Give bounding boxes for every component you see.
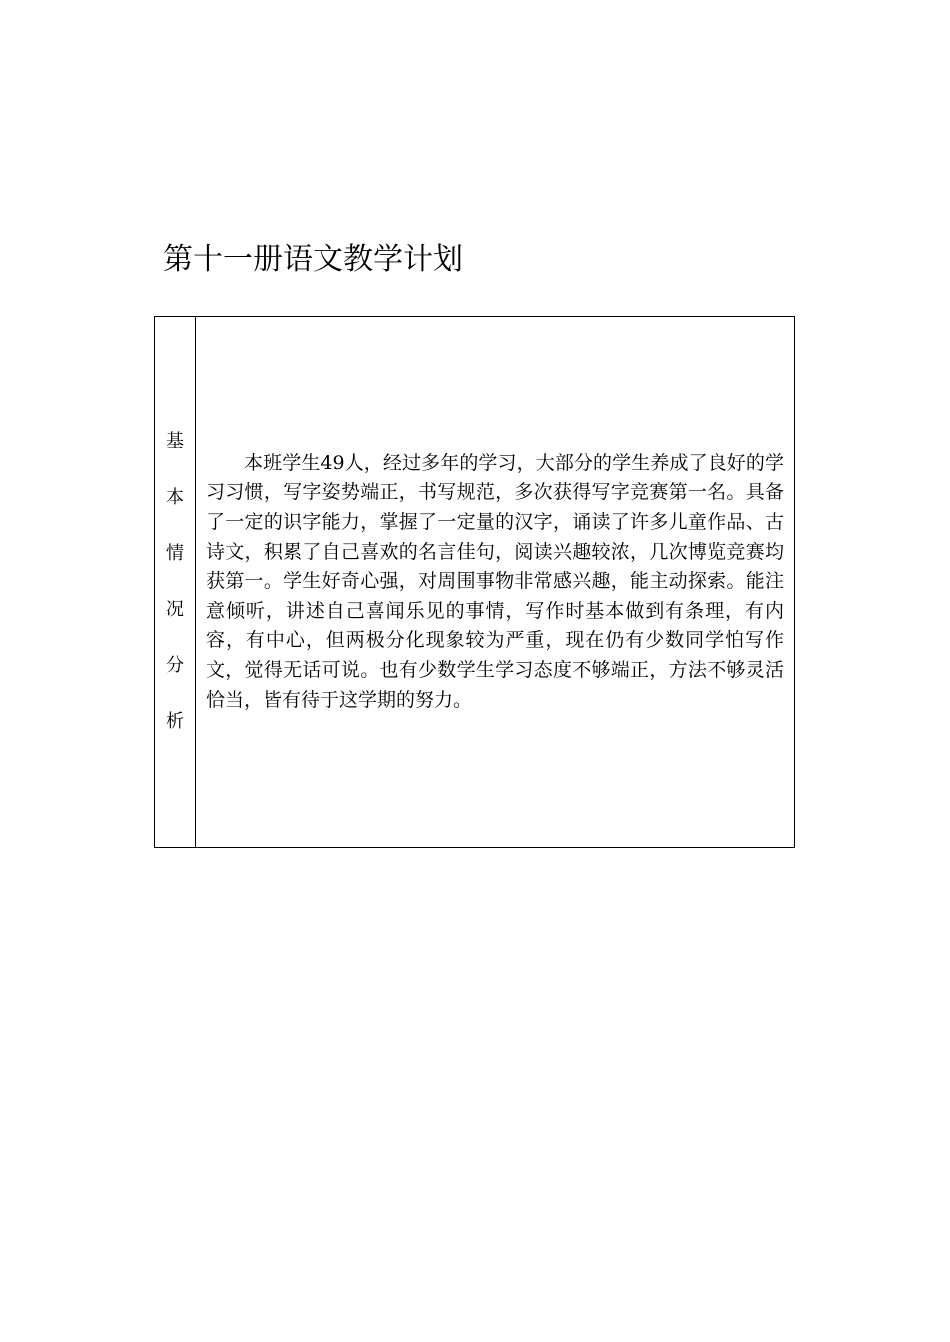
row-label-char: 情 xyxy=(166,543,184,564)
analysis-table xyxy=(154,316,795,848)
document-title: 第十一册语文教学计划 xyxy=(163,242,463,277)
row-label-char: 基 xyxy=(166,431,184,452)
row-label-cell xyxy=(155,317,196,847)
row-label-char: 析 xyxy=(166,711,184,732)
situation-analysis-text: 本班学生49人，经过多年的学习，大部分的学生养成了良好的学习习惯，写字姿势端正，书写规范，多次获得写字竞赛第一名。具备了一定的识字能力，掌握了一定量的汉字，诵读了许多儿童作品、古诗文，积累了自己喜欢的名言佳句，阅读兴趣较浓，几次博览竞赛均获第一。学生好奇心强，对周围事物非常感兴趣，能主动探索。能注意倾听，讲述自己喜闻乐见的事情，写作时基本做到有条理，有内容，有中心，但两极分化现象较为严重，现在仍有少数同学怕写作文，觉得无话可说。也有少数学生学习态度不够端正，方法不够灵活恰当，皆有待于这学期的努力。 xyxy=(206,451,784,711)
content-cell xyxy=(196,317,794,847)
row-label-char: 本 xyxy=(166,487,184,508)
row-label-char: 况 xyxy=(166,599,184,620)
row-label-char: 分 xyxy=(166,655,184,676)
